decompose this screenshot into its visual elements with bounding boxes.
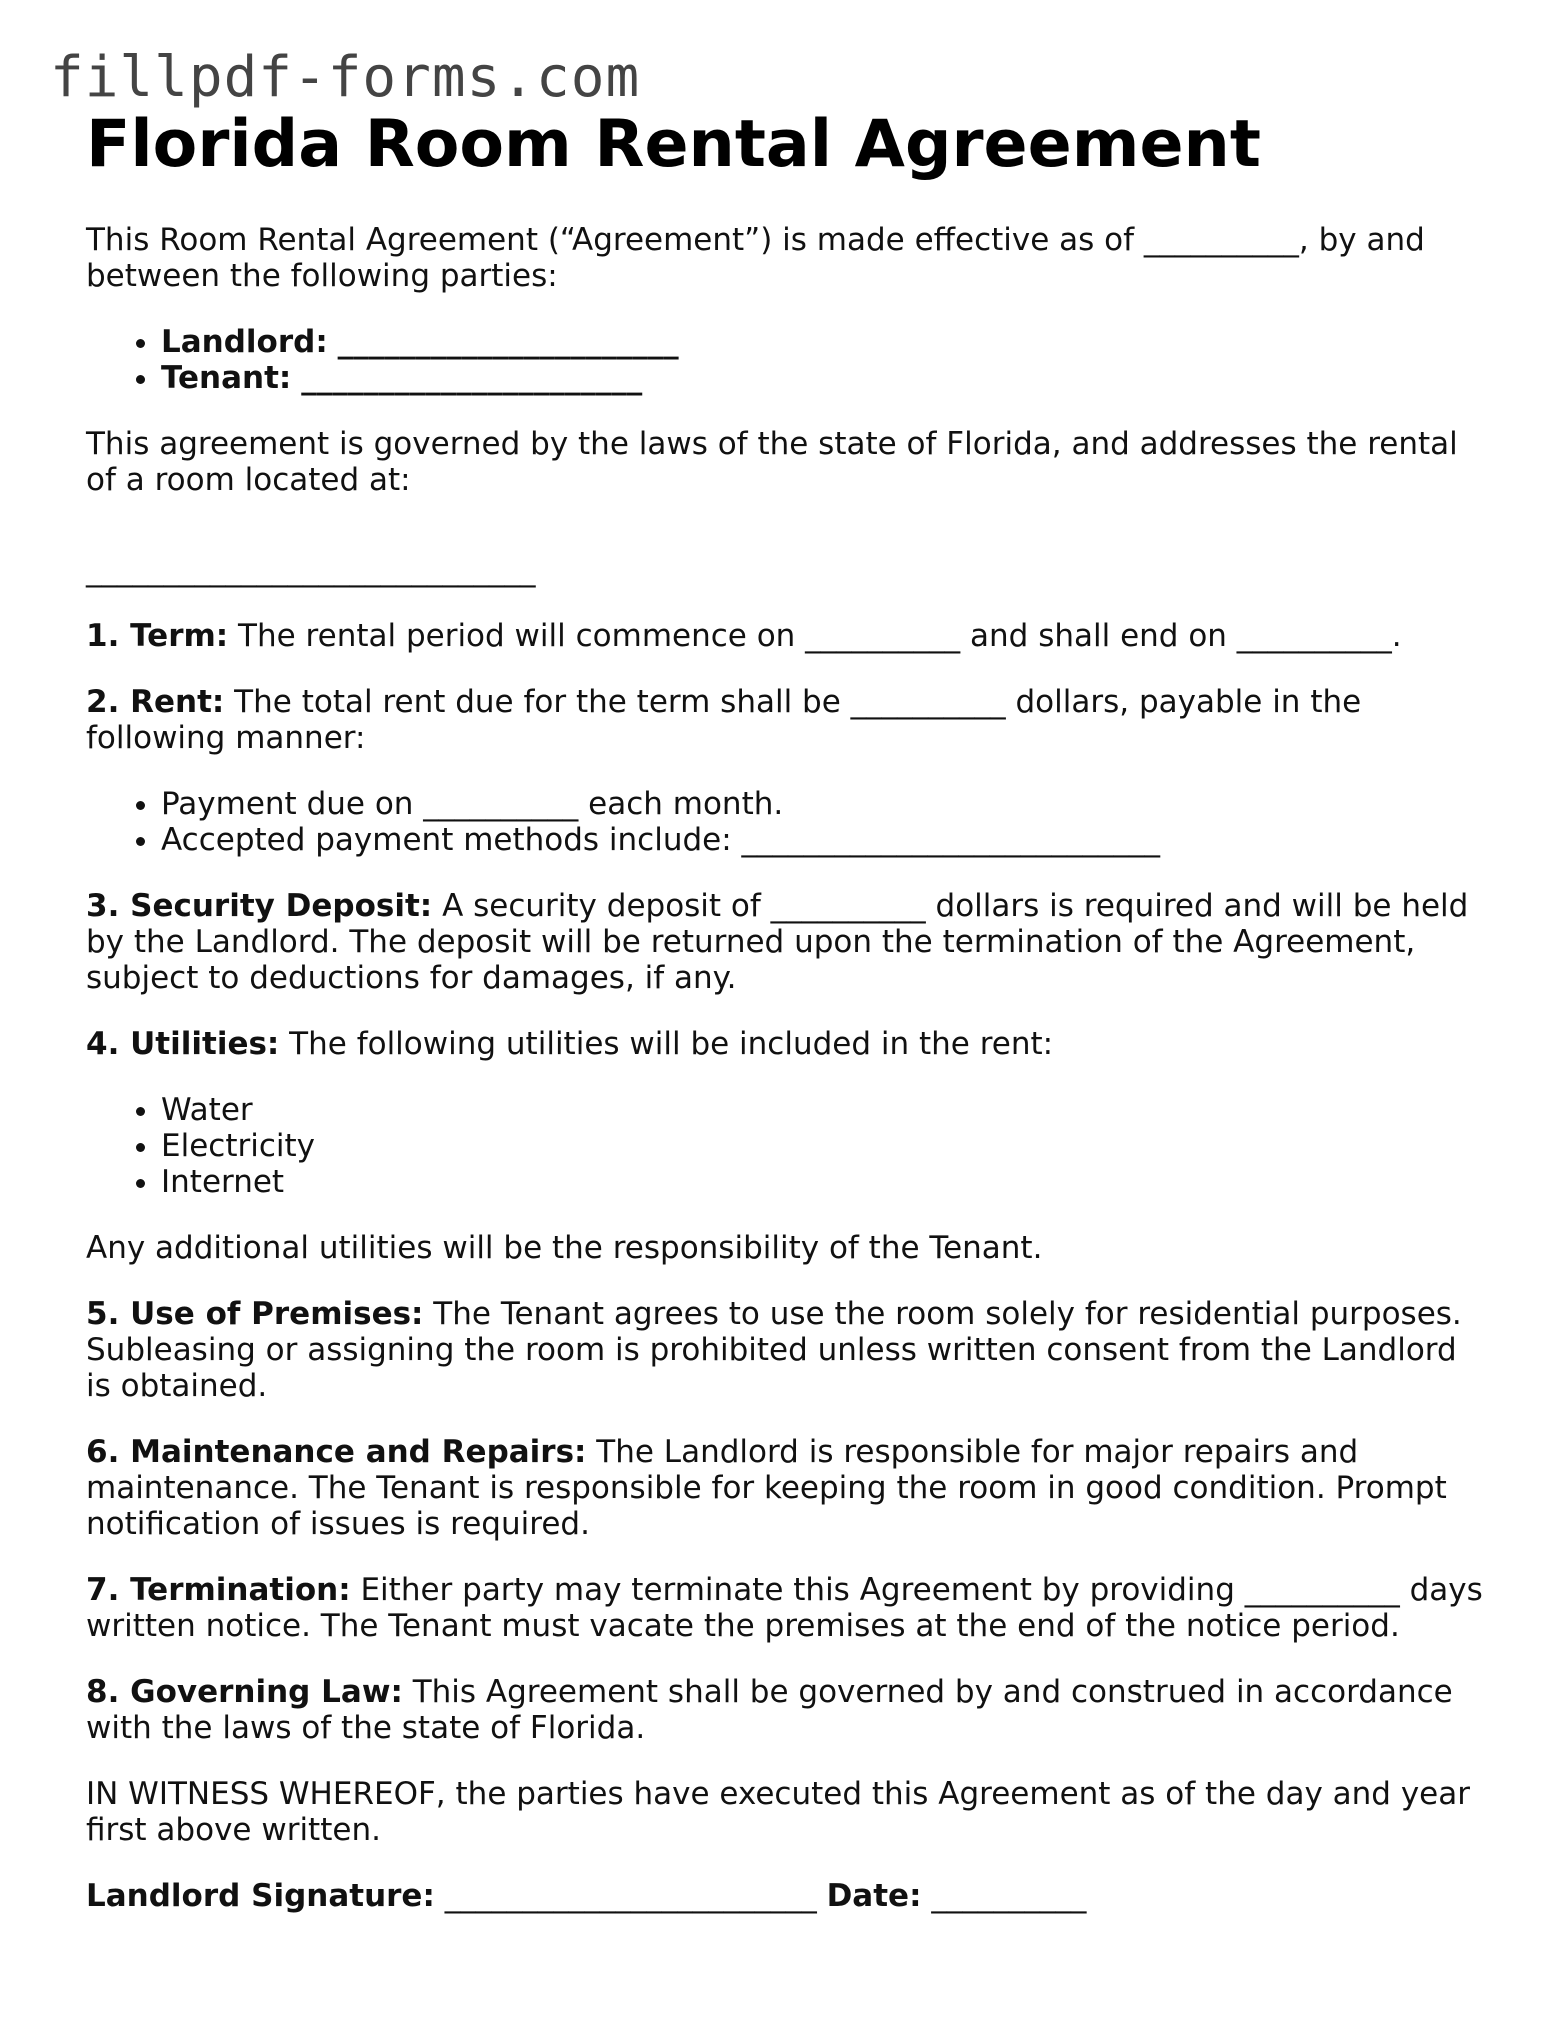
section-utilities: 4. Utilities: The following utilities will be included in the rent:	[86, 1026, 1054, 1062]
parties-list	[86, 324, 1486, 396]
section-governing-law: 8. Governing Law: This Agreement shall be governed by and construed in accordance with the laws of the state of Florida.	[86, 1674, 1453, 1746]
date-label: Date:	[826, 1878, 922, 1914]
notice-days-field[interactable]: __________	[1244, 1572, 1400, 1608]
signature-label: Landlord Signature:	[86, 1878, 435, 1914]
deposit-amount-field[interactable]: __________	[770, 888, 926, 924]
intro-paragraph: This Room Rental Agreement (“Agreement”) is made effective as of __________, by and between the following parties:	[86, 222, 1425, 294]
section-term: 1. Term: The rental period will commence on __________ and shall end on __________.	[86, 618, 1402, 654]
section-label: 7. Termination:	[86, 1572, 351, 1608]
payment-due-field[interactable]: __________	[423, 786, 579, 822]
address-line	[86, 552, 1486, 588]
term-start-field[interactable]: __________	[805, 618, 961, 654]
tenant-name-field[interactable]: ______________________	[301, 360, 643, 396]
section-label: 4. Utilities:	[86, 1026, 280, 1062]
section-label: 1. Term:	[86, 618, 229, 654]
agreement-body	[86, 222, 1486, 1944]
landlord-name-field[interactable]: ______________________	[337, 324, 679, 360]
governed-paragraph: This agreement is governed by the laws of the state of Florida, and addresses the rental of a room located at:	[86, 426, 1458, 498]
list-item: • Internet	[161, 1164, 1486, 1200]
section-label: 6. Maintenance and Repairs:	[86, 1434, 587, 1470]
section-maintenance: 6. Maintenance and Repairs: The Landlord is responsible for major repairs and maintenance. The Tenant is responsible for keeping the room in good condition. Prompt notification of issues is required.	[86, 1434, 1447, 1542]
rent-amount-field[interactable]: __________	[850, 684, 1006, 720]
landlord-signature-field[interactable]: ________________________	[444, 1878, 817, 1914]
utilities-note: Any additional utilities will be the responsibility of the Tenant.	[86, 1230, 1043, 1266]
address-field[interactable]: _____________________________	[86, 552, 536, 588]
witness-paragraph: IN WITNESS WHEREOF, the parties have executed this Agreement as of the day and year first above written.	[86, 1776, 1470, 1848]
section-termination: 7. Termination: Either party may terminate this Agreement by providing __________ days written notice. The Tenant must vacate the premises at the end of the notice period.	[86, 1572, 1483, 1644]
payment-methods-field[interactable]: ___________________________	[741, 822, 1161, 858]
list-item: • Accepted payment methods include: ___________________________	[161, 822, 1486, 858]
section-label: 5. Use of Premises:	[86, 1296, 424, 1332]
utilities-list	[86, 1092, 1486, 1200]
list-item: • Water	[161, 1092, 1486, 1128]
section-label: 2. Rent:	[86, 684, 225, 720]
list-item: • Electricity	[161, 1128, 1486, 1164]
effective-date-field[interactable]: __________	[1143, 222, 1299, 258]
list-item: • Payment due on __________ each month.	[161, 786, 1486, 822]
rent-list	[86, 786, 1486, 858]
signature-date-field[interactable]: __________	[931, 1878, 1087, 1914]
tenant-label: Tenant:	[161, 360, 292, 396]
section-rent: 2. Rent: The total rent due for the term shall be __________ dollars, payable in the following manner:	[86, 684, 1362, 756]
section-deposit: 3. Security Deposit: A security deposit of __________ dollars is required and will be held by the Landlord. The deposit will be returned upon the termination of the Agreement, subject to deductions for damages, if any.	[86, 888, 1469, 996]
signature-line	[86, 1878, 1486, 1914]
list-item	[161, 360, 1486, 396]
term-end-field[interactable]: __________	[1236, 618, 1392, 654]
list-item	[161, 324, 1486, 360]
landlord-label: Landlord:	[161, 324, 328, 360]
section-label: 8. Governing Law:	[86, 1674, 403, 1710]
document-title: Florida Room Rental Agreement	[86, 107, 1261, 182]
section-premises: 5. Use of Premises: The Tenant agrees to use the room solely for residential purposes. Subleasing or assigning the room is prohibited unless written consent from the Landlord is obtained.	[86, 1296, 1462, 1404]
watermark: fillpdf-forms.com	[50, 45, 641, 110]
section-label: 3. Security Deposit:	[86, 888, 433, 924]
